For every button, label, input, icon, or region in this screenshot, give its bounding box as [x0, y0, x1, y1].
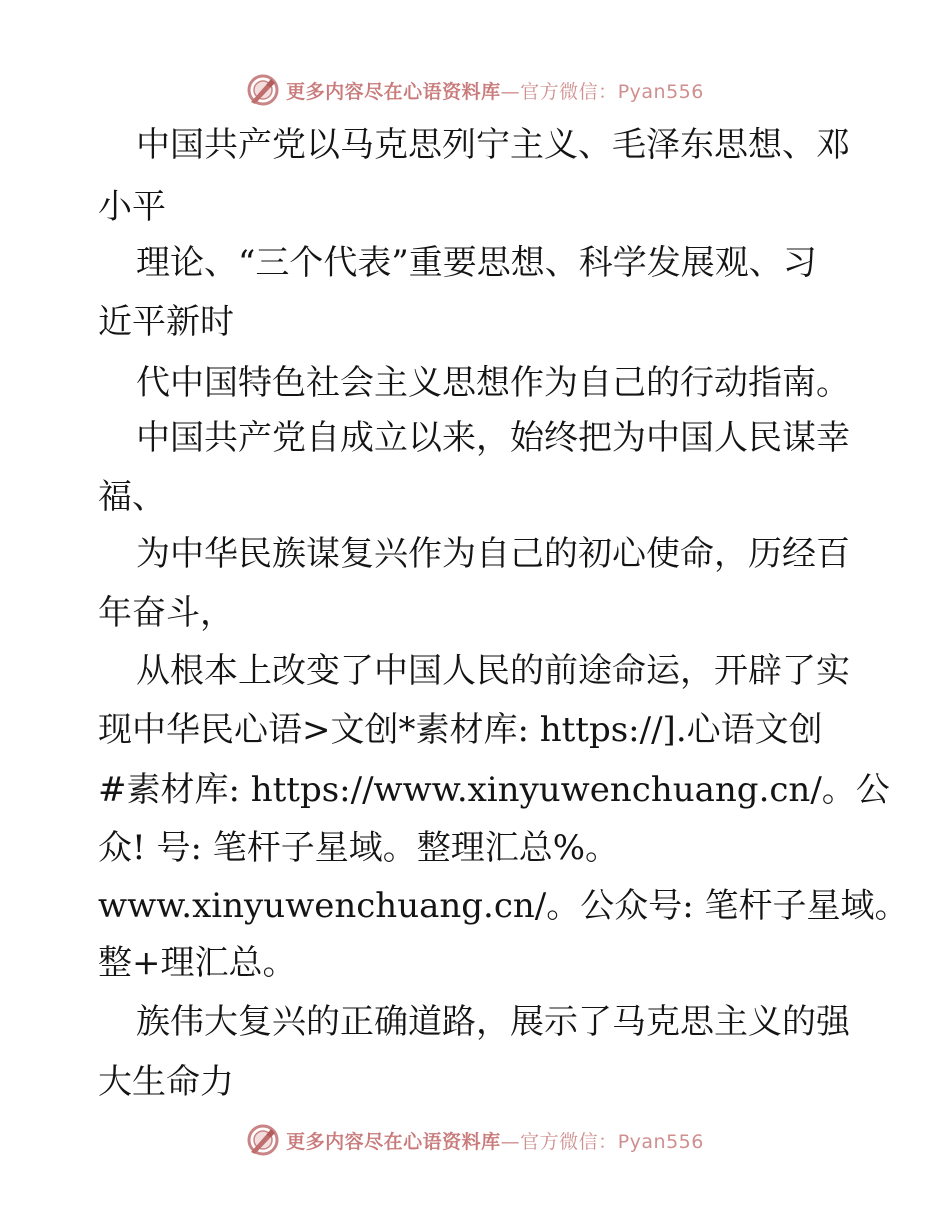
header-banner-main: 更多内容尽在心语资料库 — [286, 80, 501, 103]
footer-banner-wechat-id: Pyan556 — [617, 1130, 704, 1153]
text-line: 近平新时 — [98, 302, 234, 342]
text-line: 中国共产党自成立以来，始终把为中国人民谋幸 — [136, 418, 850, 458]
text-line: 大生命力 — [98, 1062, 234, 1102]
header-banner-wechat-id: Pyan556 — [617, 80, 704, 103]
text-line: 整+理汇总。 — [98, 943, 297, 983]
text-line: www.xinyuwenchuang.cn/。公众号: 笔杆子星域。 — [98, 886, 909, 926]
text-line: 福、 — [98, 477, 166, 517]
document-body — [98, 120, 909, 1110]
header-banner — [0, 70, 950, 110]
pen-logo-icon — [246, 1123, 280, 1157]
pen-logo-icon — [246, 73, 280, 107]
footer-banner-dash: — — [500, 1130, 521, 1153]
footer-banner-main: 更多内容尽在心语资料库 — [286, 1130, 501, 1153]
footer-banner-text — [286, 1127, 704, 1154]
text-line: 小平 — [98, 187, 166, 227]
header-banner-dash: — — [500, 80, 521, 103]
text-line: 众! 号: 笔杆子星域。整理汇总%。 — [98, 828, 620, 868]
text-line: 中国共产党以马克思列宁主义、毛泽东思想、邓 — [136, 125, 850, 165]
text-line: #素材库: https://www.xinyuwenchuang.cn/。公 — [98, 770, 890, 810]
text-line: 为中华民族谋复兴作为自己的初心使命，历经百 — [136, 534, 850, 574]
text-line: 从根本上改变了中国人民的前途命运，开辟了实 — [136, 651, 850, 691]
footer-banner-sub: 官方微信： — [520, 1130, 618, 1153]
text-line: 代中国特色社会主义思想作为自己的行动指南。 — [136, 363, 850, 403]
footer-banner — [0, 1120, 950, 1160]
text-line: 族伟大复兴的正确道路，展示了马克思主义的强 — [136, 1002, 850, 1042]
text-line: 现中华民心语>文创*素材库: https://].心语文创 — [98, 710, 823, 750]
header-banner-text — [286, 77, 704, 104]
text-line: 理论、“三个代表”重要思想、科学发展观、习 — [136, 243, 817, 283]
text-line: 年奋斗， — [98, 593, 234, 633]
header-banner-sub: 官方微信： — [520, 80, 618, 103]
